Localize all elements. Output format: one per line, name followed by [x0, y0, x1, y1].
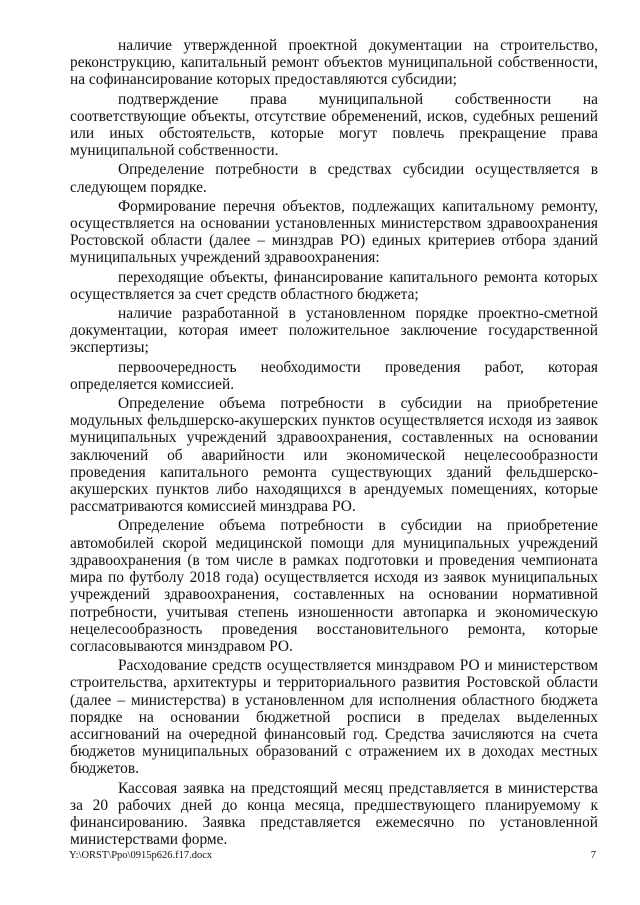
paragraph-1: наличие утвержденной проектной документации на строительство, реконструкцию, капитальный ремонт объектов муниципальной собственности, на софинансирование которых предоставляются субсидии; — [70, 37, 598, 89]
paragraph-6: наличие разработанной в установленном порядке проектно-сметной документации, которая имеет положительное заключение государственной экспертизы; — [70, 305, 598, 357]
paragraph-10: Расходование средств осуществляется минздравом РО и министерством строительства, архитектуры и территориального развития Ростовской области (далее – министерства) в установленном для исполнения областного бюджета порядке на основании бюджетной росписи в пределах выделенных ассигнований на очередной финансовый год. Средства зачисляются на счета бюджетов муниципальных образований с отражением их в доходах местных бюджетов. — [70, 657, 598, 778]
paragraph-2: подтверждение права муниципальной собственности на соответствующие объекты, отсутствие обременений, исков, судебных решений или иных обстоятельств, которые могут повлечь прекращение права муниципальной собственности. — [70, 90, 598, 160]
footer-page-number: 7 — [590, 850, 596, 861]
paragraph-7: первоочередность необходимости проведения работ, которая определяется комиссией. — [70, 358, 598, 393]
paragraph-5: переходящие объекты, финансирование капитального ремонта которых осуществляется за счет средств областного бюджета; — [70, 268, 598, 303]
paragraph-9: Определение объема потребности в субсидии на приобретение автомобилей скорой медицинской помощи для муниципальных учреждений здравоохранения (в том числе в рамках подготовки и проведения чемпионата мира по футболу 2018 года) осуществляется исходя из заявок муниципальных учреждений здравоохранения, составленных на основании нормативной потребности, учитывая степень изношенности автопарка и экономическую нецелесообразность проведения восстановительного ремонта, которые согласовываются минздравом РО. — [70, 517, 598, 655]
page-footer — [69, 850, 596, 862]
paragraph-11: Кассовая заявка на предстоящий месяц представляется в министерства за 20 рабочих дней до конца месяца, предшествующего планируемому к финансированию. Заявка представляется ежемесячно по установленной министерствами форме. — [70, 779, 598, 849]
footer-file-path: Y:\ORST\Ppo\0915p626.f17.docx — [69, 850, 213, 861]
paragraph-3: Определение потребности в средствах субсидии осуществляется в следующем порядке. — [70, 161, 598, 196]
paragraph-8: Определение объема потребности в субсидии на приобретение модульных фельдшерско-акушерских пунктов осуществляется исходя из заявок муниципальных учреждений здравоохранения, составленных на основании заключений об аварийности или экономической нецелесообразности проведения капитального ремонта существующих зданий фельдшерско-акушерских пунктов либо находящихся в арендуемых помещениях, которые рассматриваются комиссией минздрава РО. — [70, 395, 598, 516]
paragraph-4: Формирование перечня объектов, подлежащих капитальному ремонту, осуществляется на основании установленных министерством здравоохранения Ростовской области (далее – минздрав РО) единых критериев отбора зданий муниципальных учреждений здравоохранения: — [70, 197, 598, 267]
document-page — [70, 37, 598, 850]
